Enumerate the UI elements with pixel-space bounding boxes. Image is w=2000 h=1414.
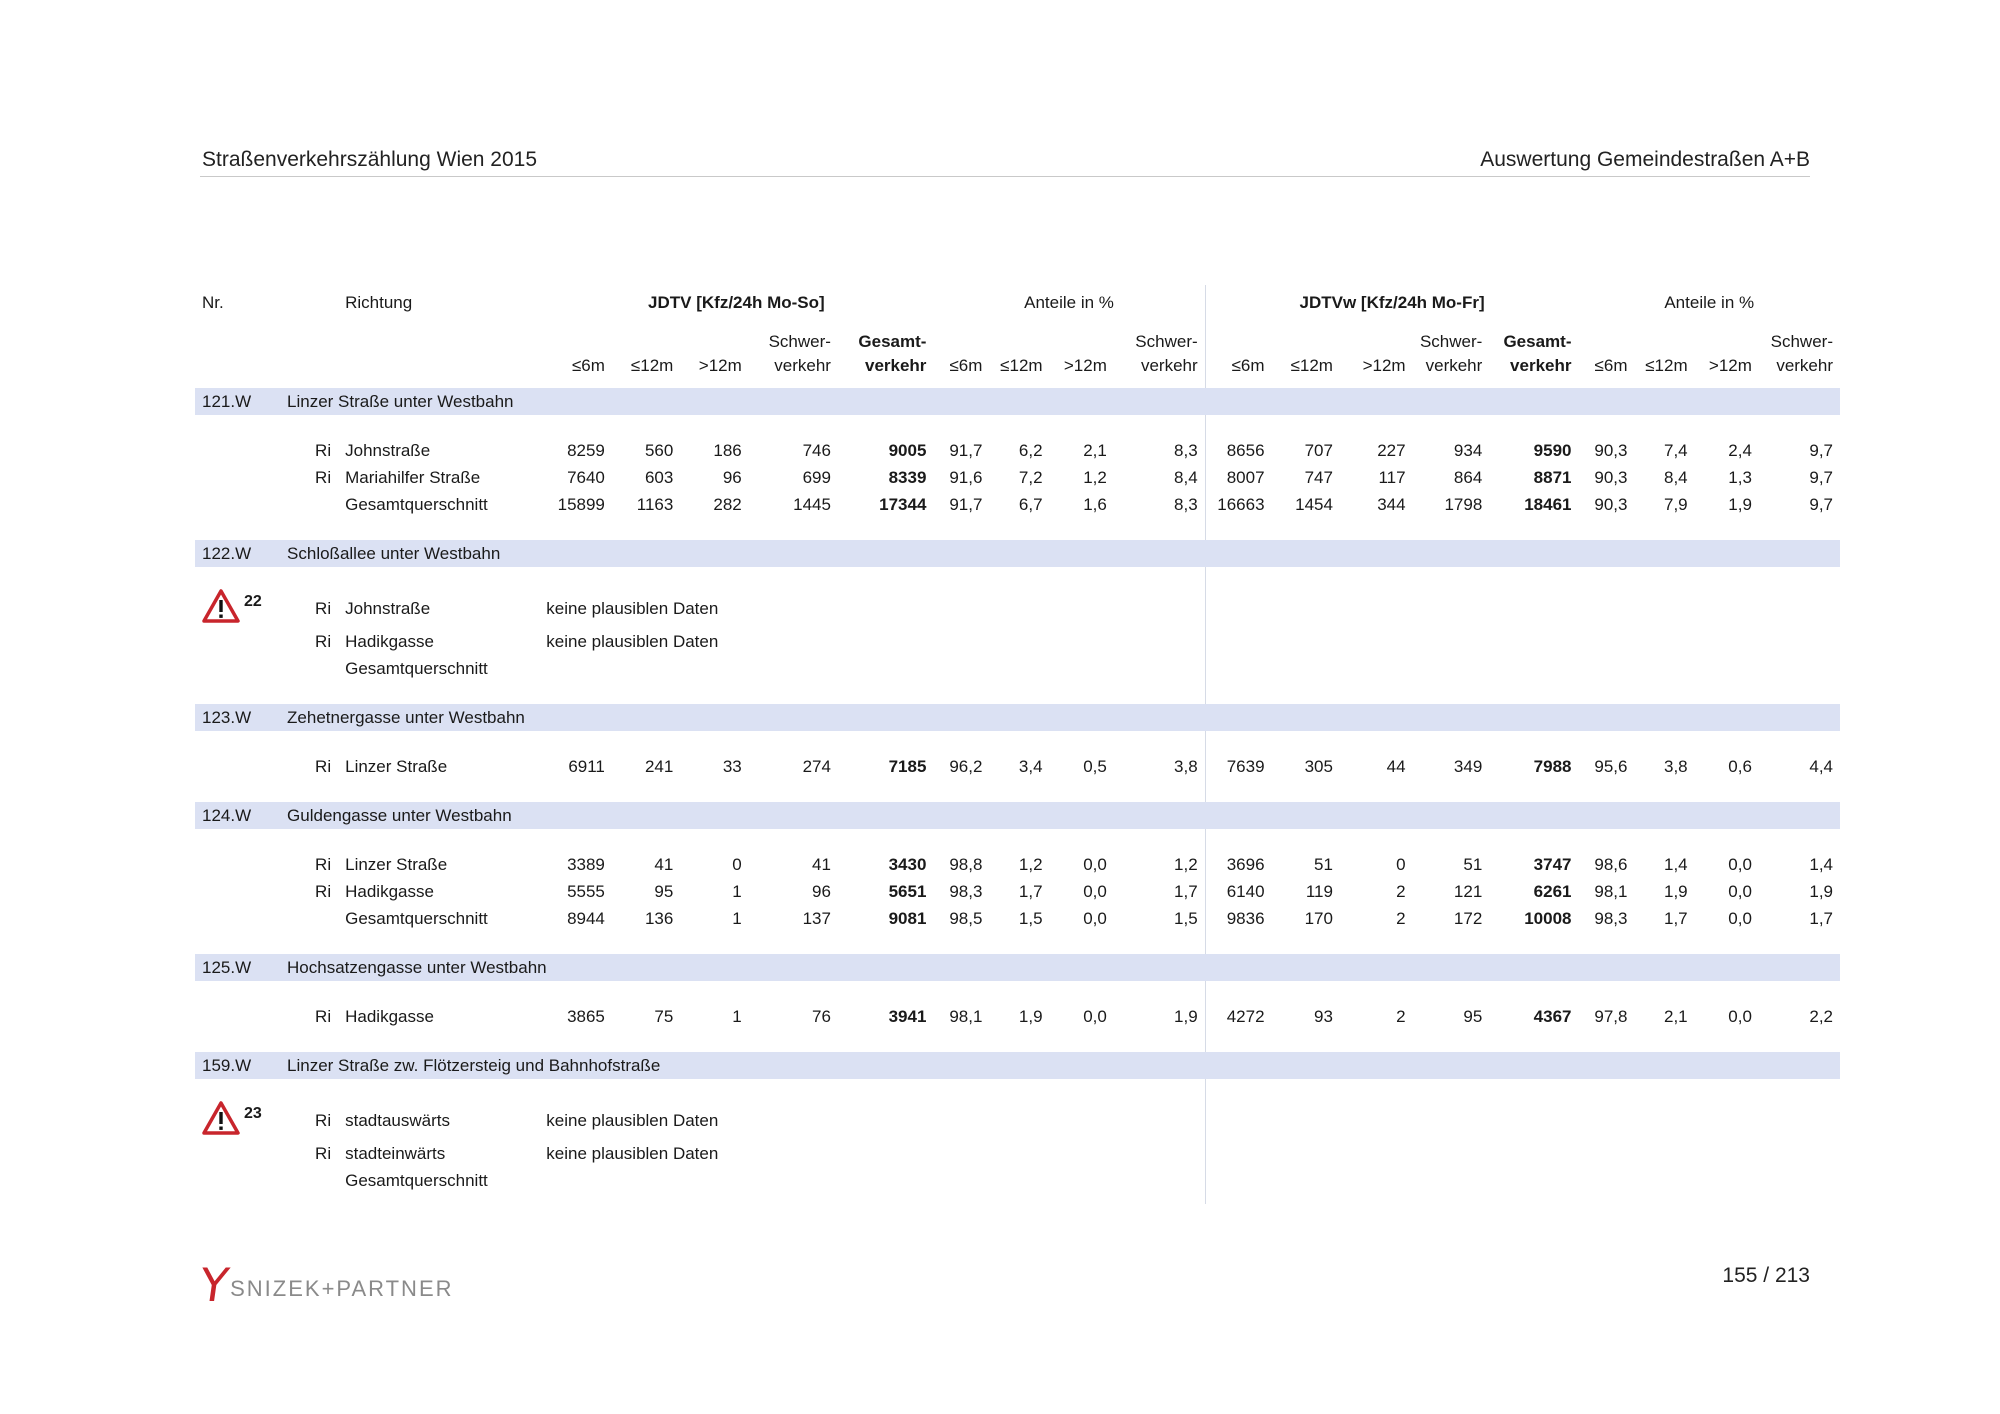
table-row bbox=[195, 655, 1840, 682]
value-cell: 707 bbox=[1304, 440, 1333, 460]
col-richtung: Richtung bbox=[345, 293, 413, 312]
value-cell: 137 bbox=[802, 908, 831, 928]
value-cell: 1,7 bbox=[1663, 908, 1688, 928]
col-schwer-1b: verkehr bbox=[774, 356, 831, 375]
value-cell: 8656 bbox=[1226, 440, 1265, 460]
value-cell: 1,9 bbox=[1663, 881, 1688, 901]
col-le6m-2: ≤6m bbox=[949, 356, 983, 375]
value-cell: 0,0 bbox=[1083, 881, 1107, 901]
value-cell: 16663 bbox=[1217, 494, 1265, 514]
table-row bbox=[195, 1101, 1840, 1140]
value-cell: 7,4 bbox=[1663, 440, 1688, 460]
value-cell: 51 bbox=[1314, 854, 1333, 874]
value-cell: 6,7 bbox=[1018, 494, 1043, 514]
value-cell: 91,7 bbox=[949, 494, 983, 514]
table-row bbox=[195, 589, 1840, 628]
value-cell: 6261 bbox=[1533, 881, 1572, 901]
value-cell: 1,6 bbox=[1083, 494, 1107, 514]
col-schwer-2b: verkehr bbox=[1114, 354, 1205, 378]
section-name: Schloßallee unter Westbahn bbox=[280, 540, 1840, 567]
value-cell: 0,0 bbox=[1728, 1006, 1752, 1026]
col-anteile-2: Anteile in % bbox=[1664, 293, 1755, 312]
ri-label: Ri bbox=[315, 756, 332, 776]
header-row-sub2 bbox=[195, 354, 1840, 378]
direction: Hadikgasse bbox=[345, 631, 434, 651]
value-cell: 91,6 bbox=[949, 467, 983, 487]
value-cell: 4367 bbox=[1533, 1006, 1572, 1026]
value-cell: 1,2 bbox=[1018, 854, 1043, 874]
section-header bbox=[195, 802, 1840, 829]
value-cell: 5555 bbox=[567, 881, 605, 901]
value-cell: 1,9 bbox=[1018, 1006, 1043, 1026]
value-cell: 4272 bbox=[1226, 1006, 1265, 1026]
document-title: Straßenverkehrszählung Wien 2015 bbox=[202, 148, 538, 171]
table-row bbox=[195, 753, 1840, 780]
value-cell: 1,5 bbox=[1114, 905, 1205, 932]
warning-cell bbox=[195, 589, 280, 628]
ri-label: Ri bbox=[315, 467, 332, 487]
col-le6m-3: ≤6m bbox=[1231, 356, 1265, 375]
col-anteile-1: Anteile in % bbox=[933, 285, 1205, 321]
col-gt12m-2: >12m bbox=[1063, 356, 1107, 375]
ri-label: Ri bbox=[315, 1110, 332, 1130]
no-data-note: keine plausiblen Daten bbox=[539, 589, 1205, 628]
value-cell: 1,9 bbox=[1809, 881, 1833, 901]
value-cell: 8,4 bbox=[1663, 467, 1688, 487]
col-gt12m-4: >12m bbox=[1708, 356, 1752, 375]
no-data-note: keine plausiblen Daten bbox=[539, 628, 1205, 655]
value-cell: 1,2 bbox=[1083, 467, 1107, 487]
col-gt12m-1: >12m bbox=[698, 356, 742, 375]
value-cell: 7185 bbox=[888, 756, 927, 776]
section-name: Zehetnergasse unter Westbahn bbox=[280, 704, 1840, 731]
direction: Linzer Straße bbox=[345, 854, 448, 874]
value-cell: 117 bbox=[1378, 467, 1406, 487]
value-cell: 18461 bbox=[1524, 494, 1572, 514]
table-row bbox=[195, 878, 1840, 905]
value-cell: 2,2 bbox=[1809, 1006, 1833, 1026]
value-cell: 0 bbox=[732, 854, 742, 874]
logo-text: SNIZEK+PARTNER bbox=[230, 1276, 454, 1301]
value-cell: 98,3 bbox=[1594, 908, 1628, 928]
section-header bbox=[195, 954, 1840, 981]
value-cell: 0,0 bbox=[1728, 908, 1752, 928]
section-name: Hochsatzengasse unter Westbahn bbox=[280, 954, 1840, 981]
col-gesamt-2b: verkehr bbox=[1510, 356, 1572, 375]
col-le12m-1: ≤12m bbox=[630, 356, 674, 375]
value-cell: 3,8 bbox=[1663, 756, 1688, 776]
direction: Johnstraße bbox=[345, 440, 431, 460]
ri-label bbox=[280, 905, 338, 932]
warning-icon bbox=[202, 589, 240, 623]
value-cell: 3,4 bbox=[1018, 756, 1043, 776]
value-cell: 3389 bbox=[567, 854, 605, 874]
value-cell: 560 bbox=[644, 440, 674, 460]
ri-label: Ri bbox=[315, 1143, 332, 1163]
ri-label: Ri bbox=[315, 1006, 332, 1026]
value-cell: 7988 bbox=[1533, 756, 1572, 776]
value-cell: 9081 bbox=[888, 908, 927, 928]
table-row bbox=[195, 437, 1840, 464]
col-jdtv: JDTV [Kfz/24h Mo-So] bbox=[648, 293, 825, 312]
page-number: 155 / 213 bbox=[1722, 1264, 1810, 1287]
col-le12m-3: ≤12m bbox=[1290, 356, 1333, 375]
value-cell: 0,0 bbox=[1083, 1006, 1107, 1026]
value-cell: 4,4 bbox=[1809, 756, 1833, 776]
direction: Gesamtquerschnitt bbox=[345, 658, 488, 678]
col-gesamt-1b: verkehr bbox=[864, 356, 927, 375]
value-cell: 9590 bbox=[1533, 440, 1572, 460]
value-cell: 98,6 bbox=[1594, 854, 1628, 874]
direction: Gesamtquerschnitt bbox=[345, 908, 488, 928]
section-name: Guldengasse unter Westbahn bbox=[280, 802, 1840, 829]
value-cell: 1,7 bbox=[1114, 878, 1205, 905]
table-row bbox=[195, 1167, 1840, 1194]
value-cell: 1798 bbox=[1444, 494, 1483, 514]
section-number: 124.W bbox=[195, 802, 280, 829]
value-cell: 7640 bbox=[567, 467, 605, 487]
value-cell: 1,4 bbox=[1663, 854, 1688, 874]
col-le12m-4: ≤12m bbox=[1645, 356, 1688, 375]
no-data-note bbox=[539, 1167, 1205, 1194]
value-cell: 98,1 bbox=[949, 1006, 983, 1026]
warning-number: 22 bbox=[244, 593, 262, 610]
table-row bbox=[195, 1003, 1840, 1030]
ri-label: Ri bbox=[315, 881, 332, 901]
value-cell: 51 bbox=[1463, 854, 1483, 874]
table-row bbox=[195, 905, 1840, 932]
header-divider bbox=[200, 176, 1810, 177]
value-cell: 274 bbox=[802, 756, 831, 776]
value-cell: 305 bbox=[1304, 756, 1333, 776]
value-cell: 2 bbox=[1396, 1006, 1406, 1026]
value-cell: 1163 bbox=[636, 494, 674, 514]
value-cell: 1445 bbox=[793, 494, 831, 514]
value-cell: 7,9 bbox=[1663, 494, 1688, 514]
value-cell: 746 bbox=[802, 440, 831, 460]
value-cell: 98,5 bbox=[949, 908, 983, 928]
col-jdtvw: JDTVw [Kfz/24h Mo-Fr] bbox=[1299, 293, 1485, 312]
value-cell: 9,7 bbox=[1809, 494, 1833, 514]
value-cell: 8,3 bbox=[1114, 437, 1205, 464]
value-cell: 3430 bbox=[888, 854, 927, 874]
direction: Gesamtquerschnitt bbox=[345, 1170, 488, 1190]
traffic-count-table bbox=[195, 285, 1840, 1204]
value-cell: 7,2 bbox=[1018, 467, 1043, 487]
no-data-note: keine plausiblen Daten bbox=[539, 1140, 1205, 1167]
value-cell: 6,2 bbox=[1018, 440, 1043, 460]
value-cell: 227 bbox=[1377, 440, 1406, 460]
col-le12m-2: ≤12m bbox=[1000, 356, 1043, 375]
value-cell: 9005 bbox=[888, 440, 927, 460]
value-cell: 1454 bbox=[1295, 494, 1333, 514]
value-cell: 93 bbox=[1314, 1006, 1333, 1026]
value-cell: 41 bbox=[812, 854, 831, 874]
section-header bbox=[195, 1052, 1840, 1079]
document-subtitle: Auswertung Gemeindestraßen A+B bbox=[1480, 148, 1810, 171]
direction: stadteinwärts bbox=[345, 1143, 446, 1163]
value-cell: 186 bbox=[713, 440, 742, 460]
value-cell: 121 bbox=[1453, 881, 1483, 901]
col-gesamt-2a: Gesamt- bbox=[1503, 331, 1572, 351]
value-cell: 8871 bbox=[1533, 467, 1572, 487]
value-cell: 1,9 bbox=[1728, 494, 1752, 514]
value-cell: 8339 bbox=[888, 467, 927, 487]
value-cell: 9836 bbox=[1226, 908, 1265, 928]
value-cell: 98,1 bbox=[1594, 881, 1628, 901]
value-cell: 10008 bbox=[1524, 908, 1572, 928]
value-cell: 1,7 bbox=[1018, 881, 1043, 901]
value-cell: 9,7 bbox=[1809, 440, 1833, 460]
value-cell: 1,2 bbox=[1114, 851, 1205, 878]
col-gt12m-3: >12m bbox=[1362, 356, 1406, 375]
warning-cell bbox=[195, 1101, 280, 1140]
direction: stadtauswärts bbox=[345, 1110, 450, 1130]
col-schwer-3a: Schwer- bbox=[1419, 331, 1483, 351]
value-cell: 3941 bbox=[888, 1006, 927, 1026]
value-cell: 8,4 bbox=[1114, 464, 1205, 491]
value-cell: 3747 bbox=[1533, 854, 1572, 874]
direction: Linzer Straße bbox=[345, 756, 448, 776]
section-header bbox=[195, 704, 1840, 731]
value-cell: 2,1 bbox=[1663, 1006, 1688, 1026]
value-cell: 6140 bbox=[1226, 881, 1265, 901]
value-cell: 2,1 bbox=[1083, 440, 1107, 460]
value-cell: 41 bbox=[654, 854, 674, 874]
section-header bbox=[195, 388, 1840, 415]
value-cell: 0,0 bbox=[1728, 854, 1752, 874]
value-cell: 7639 bbox=[1226, 756, 1265, 776]
value-cell: 934 bbox=[1453, 440, 1483, 460]
value-cell: 75 bbox=[654, 1006, 674, 1026]
no-data-note: keine plausiblen Daten bbox=[539, 1101, 1205, 1140]
value-cell: 17344 bbox=[879, 494, 927, 514]
value-cell: 1,9 bbox=[1114, 1003, 1205, 1030]
value-cell: 2 bbox=[1396, 881, 1406, 901]
value-cell: 95 bbox=[1463, 1006, 1483, 1026]
col-schwer-3b: verkehr bbox=[1425, 356, 1483, 375]
value-cell: 8007 bbox=[1226, 467, 1265, 487]
section-number: 159.W bbox=[195, 1052, 280, 1079]
ri-label: Ri bbox=[315, 440, 332, 460]
ri-label bbox=[280, 491, 338, 518]
value-cell: 1,3 bbox=[1728, 467, 1752, 487]
value-cell: 0,6 bbox=[1728, 756, 1752, 776]
value-cell: 699 bbox=[802, 467, 831, 487]
value-cell: 98,3 bbox=[949, 881, 983, 901]
value-cell: 9,7 bbox=[1809, 467, 1833, 487]
table-body bbox=[195, 388, 1840, 1204]
table-row bbox=[195, 628, 1840, 655]
value-cell: 136 bbox=[644, 908, 674, 928]
direction: Hadikgasse bbox=[345, 1006, 434, 1026]
col-schwer-2a: Schwer- bbox=[1114, 321, 1205, 354]
ri-label bbox=[280, 1167, 338, 1194]
value-cell: 0,0 bbox=[1083, 854, 1107, 874]
value-cell: 3865 bbox=[567, 1006, 605, 1026]
value-cell: 90,3 bbox=[1594, 440, 1628, 460]
value-cell: 747 bbox=[1304, 467, 1333, 487]
value-cell: 8944 bbox=[567, 908, 605, 928]
value-cell: 98,8 bbox=[949, 854, 983, 874]
table-row bbox=[195, 491, 1840, 518]
section-number: 122.W bbox=[195, 540, 280, 567]
value-cell: 864 bbox=[1453, 467, 1483, 487]
value-cell: 76 bbox=[812, 1006, 831, 1026]
ri-label: Ri bbox=[315, 598, 332, 618]
value-cell: 3,8 bbox=[1114, 753, 1205, 780]
col-gesamt-1a: Gesamt- bbox=[858, 331, 927, 351]
value-cell: 6911 bbox=[568, 756, 605, 776]
value-cell: 96,2 bbox=[949, 756, 983, 776]
value-cell: 91,7 bbox=[949, 440, 983, 460]
value-cell: 282 bbox=[713, 494, 742, 514]
section-name: Linzer Straße unter Westbahn bbox=[280, 388, 1840, 415]
value-cell: 119 bbox=[1305, 881, 1333, 901]
table-row bbox=[195, 851, 1840, 878]
value-cell: 90,3 bbox=[1594, 467, 1628, 487]
value-cell: 96 bbox=[812, 881, 831, 901]
value-cell: 3696 bbox=[1226, 854, 1265, 874]
warning-number: 23 bbox=[244, 1105, 262, 1122]
value-cell: 95 bbox=[654, 881, 674, 901]
value-cell: 2 bbox=[1396, 908, 1406, 928]
logo-mark: Y bbox=[196, 1258, 232, 1312]
table-row bbox=[195, 464, 1840, 491]
value-cell: 2,4 bbox=[1728, 440, 1752, 460]
ri-label: Ri bbox=[315, 631, 332, 651]
value-cell: 170 bbox=[1304, 908, 1333, 928]
value-cell: 0 bbox=[1396, 854, 1406, 874]
table-row bbox=[195, 1140, 1840, 1167]
section-number: 121.W bbox=[195, 388, 280, 415]
value-cell: 8259 bbox=[567, 440, 605, 460]
value-cell: 15899 bbox=[557, 494, 605, 514]
value-cell: 1,5 bbox=[1018, 908, 1043, 928]
direction: Gesamtquerschnitt bbox=[345, 494, 488, 514]
value-cell: 241 bbox=[644, 756, 674, 776]
value-cell: 172 bbox=[1453, 908, 1483, 928]
section-number: 123.W bbox=[195, 704, 280, 731]
direction: Johnstraße bbox=[345, 598, 431, 618]
section-number: 125.W bbox=[195, 954, 280, 981]
value-cell: 96 bbox=[722, 467, 742, 487]
header-row-top bbox=[195, 285, 1840, 321]
value-cell: 97,8 bbox=[1594, 1006, 1628, 1026]
col-schwer-4a: Schwer- bbox=[1770, 331, 1833, 351]
col-schwer-4b: verkehr bbox=[1776, 356, 1833, 375]
section-header bbox=[195, 540, 1840, 567]
value-cell: 90,3 bbox=[1594, 494, 1628, 514]
direction: Hadikgasse bbox=[345, 881, 434, 901]
company-logo bbox=[196, 1258, 454, 1312]
value-cell: 95,6 bbox=[1594, 756, 1628, 776]
col-le6m-4: ≤6m bbox=[1594, 356, 1628, 375]
value-cell: 349 bbox=[1453, 756, 1483, 776]
direction: Mariahilfer Straße bbox=[345, 467, 481, 487]
col-schwer-1a: Schwer- bbox=[768, 331, 831, 351]
value-cell: 44 bbox=[1386, 756, 1406, 776]
value-cell: 5651 bbox=[888, 881, 927, 901]
value-cell: 33 bbox=[722, 756, 742, 776]
value-cell: 0,5 bbox=[1083, 756, 1107, 776]
value-cell: 603 bbox=[644, 467, 674, 487]
no-data-note bbox=[539, 655, 1205, 682]
value-cell: 344 bbox=[1377, 494, 1406, 514]
value-cell: 0,0 bbox=[1083, 908, 1107, 928]
ri-label bbox=[280, 655, 338, 682]
value-cell: 1,7 bbox=[1809, 908, 1833, 928]
warning-icon bbox=[202, 1101, 240, 1135]
value-cell: 1 bbox=[732, 881, 742, 901]
value-cell: 1 bbox=[732, 1006, 742, 1026]
value-cell: 1 bbox=[732, 908, 742, 928]
value-cell: 1,4 bbox=[1809, 854, 1833, 874]
value-cell: 0,0 bbox=[1728, 881, 1752, 901]
ri-label: Ri bbox=[315, 854, 332, 874]
header-row-sub1 bbox=[195, 321, 1840, 354]
section-name: Linzer Straße zw. Flötzersteig und Bahnhofstraße bbox=[280, 1052, 1840, 1079]
col-nr: Nr. bbox=[202, 293, 224, 312]
col-le6m-1: ≤6m bbox=[571, 356, 605, 375]
value-cell: 8,3 bbox=[1114, 491, 1205, 518]
